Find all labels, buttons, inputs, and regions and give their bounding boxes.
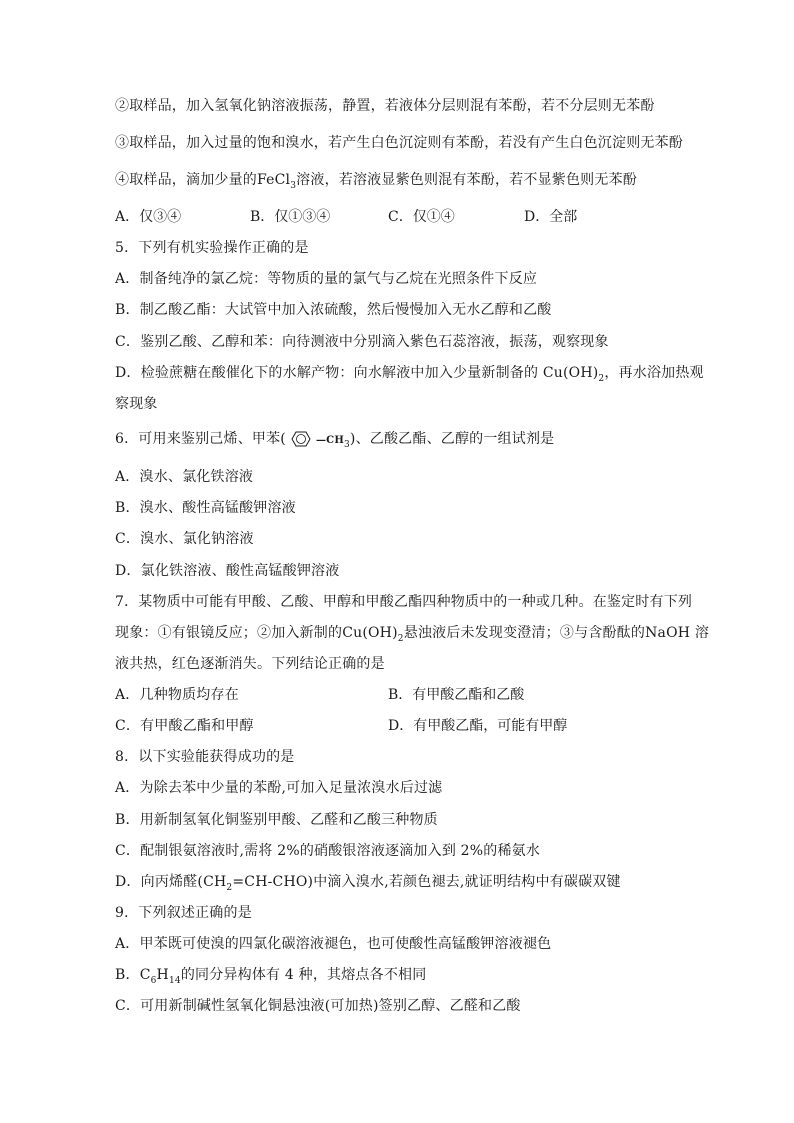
q8-stem: 8．以下实验能获得成功的是 xyxy=(115,749,295,765)
q5-option-d: D．检验蔗糖在酸催化下的水解产物：向水解液中加入少量新制备的 $Cu(OH)_2$，再水浴加热观 xyxy=(115,365,704,384)
q7-option-d: D．有甲酸乙酯，可能有甲醇 xyxy=(388,718,568,734)
q8-option-d: D．向丙烯醛$(CH_2=CH-CHO)$中滴入溴水,若颜色褪去,就证明结构中有碳碳双键 xyxy=(115,874,621,893)
q8-option-b: B．用新制氢氧化铜鉴别甲酸、乙醛和乙酸三种物质 xyxy=(115,812,438,828)
q6-option-b: B．溴水、酸性高锰酸钾溶液 xyxy=(115,500,296,516)
q5-stem: 5．下列有机实验操作正确的是 xyxy=(115,240,309,256)
benzene-ring-icon xyxy=(286,429,316,449)
q6-option-a: A．溴水、氯化铁溶液 xyxy=(115,469,254,485)
q7-stem-line1: 7．某物质中可能有甲酸、乙酸、甲醇和甲酸乙酯四种物质中的一种或几种。在鉴定时有下列 xyxy=(115,594,693,610)
q7-option-a: A．几种物质均存在 xyxy=(115,687,239,703)
q9-option-a: A．甲苯既可使溴的四氯化碳溶液褪色，也可使酸性高锰酸钾溶液褪色 xyxy=(115,936,552,952)
q5-option-c: C．鉴别乙酸、乙醇和苯：向待测液中分别滴入紫色石蕊溶液，振荡，观察现象 xyxy=(115,334,609,350)
q9-option-b: B．$C_6H_{14}$的同分异构体有 4 种，其熔点各不相同 xyxy=(115,967,427,986)
q6-option-c: C．溴水、氯化钠溶液 xyxy=(115,531,254,547)
q6-stem: 6．可用来鉴别己烯、甲苯( $—CH_3$)、乙酸乙酯、乙醇的一组试剂是 xyxy=(115,431,555,450)
q6-option-d: D．氯化铁溶液、酸性高锰酸钾溶液 xyxy=(115,563,340,579)
q9-option-c: C．可用新制碱性氢氧化铜悬浊液(可加热)签别乙醇、乙醛和乙酸 xyxy=(115,998,521,1014)
q9-stem: 9．下列叙述正确的是 xyxy=(115,905,252,921)
q7-option-b: B．有甲酸乙酯和乙酸 xyxy=(388,687,525,703)
q7-stem-line2: 现象：①有银镜反应；②加入新制的$Cu(OH)_2$悬浊液后未发现变澄清；③与含酚酞的NaOH 溶 xyxy=(115,625,710,644)
q7-option-c: C．有甲酸乙酯和甲醇 xyxy=(115,718,254,734)
q4-option-d: D．全部 xyxy=(524,209,578,225)
q4-statement-4: ④取样品，滴加少量的FeCl$_3$溶液，若溶液显紫色则混有苯酚，若不显紫色则无苯酚 xyxy=(115,172,637,191)
q5-option-d-cont: 察现象 xyxy=(115,396,158,412)
q4-option-a: A．仅③④ xyxy=(115,209,182,225)
q4-statement-2: ②取样品，加入氢氧化钠溶液振荡，静置，若液体分层则混有苯酚，若不分层则无苯酚 xyxy=(115,98,655,114)
q4-option-c: C．仅①④ xyxy=(388,209,455,225)
q4-option-b: B．仅①③④ xyxy=(250,209,331,225)
q8-option-a: A．为除去苯中少量的苯酚,可加入足量浓溴水后过滤 xyxy=(115,780,443,796)
q5-option-b: B．制乙酸乙酯：大试管中加入浓硫酸，然后慢慢加入无水乙醇和乙酸 xyxy=(115,302,552,318)
q7-stem-line3: 液共热，红色逐渐消失。下列结论正确的是 xyxy=(115,656,385,672)
q4-statement-3: ③取样品，加入过量的饱和溴水，若产生白色沉淀则有苯酚，若没有产生白色沉淀则无苯酚 xyxy=(115,135,683,151)
q8-option-c: C．配制银氨溶液时,需将 2%的硝酸银溶液逐滴加入到 2%的稀氨水 xyxy=(115,843,541,859)
q5-option-a: A．制备纯净的氯乙烷：等物质的量的氯气与乙烷在光照条件下反应 xyxy=(115,271,538,287)
